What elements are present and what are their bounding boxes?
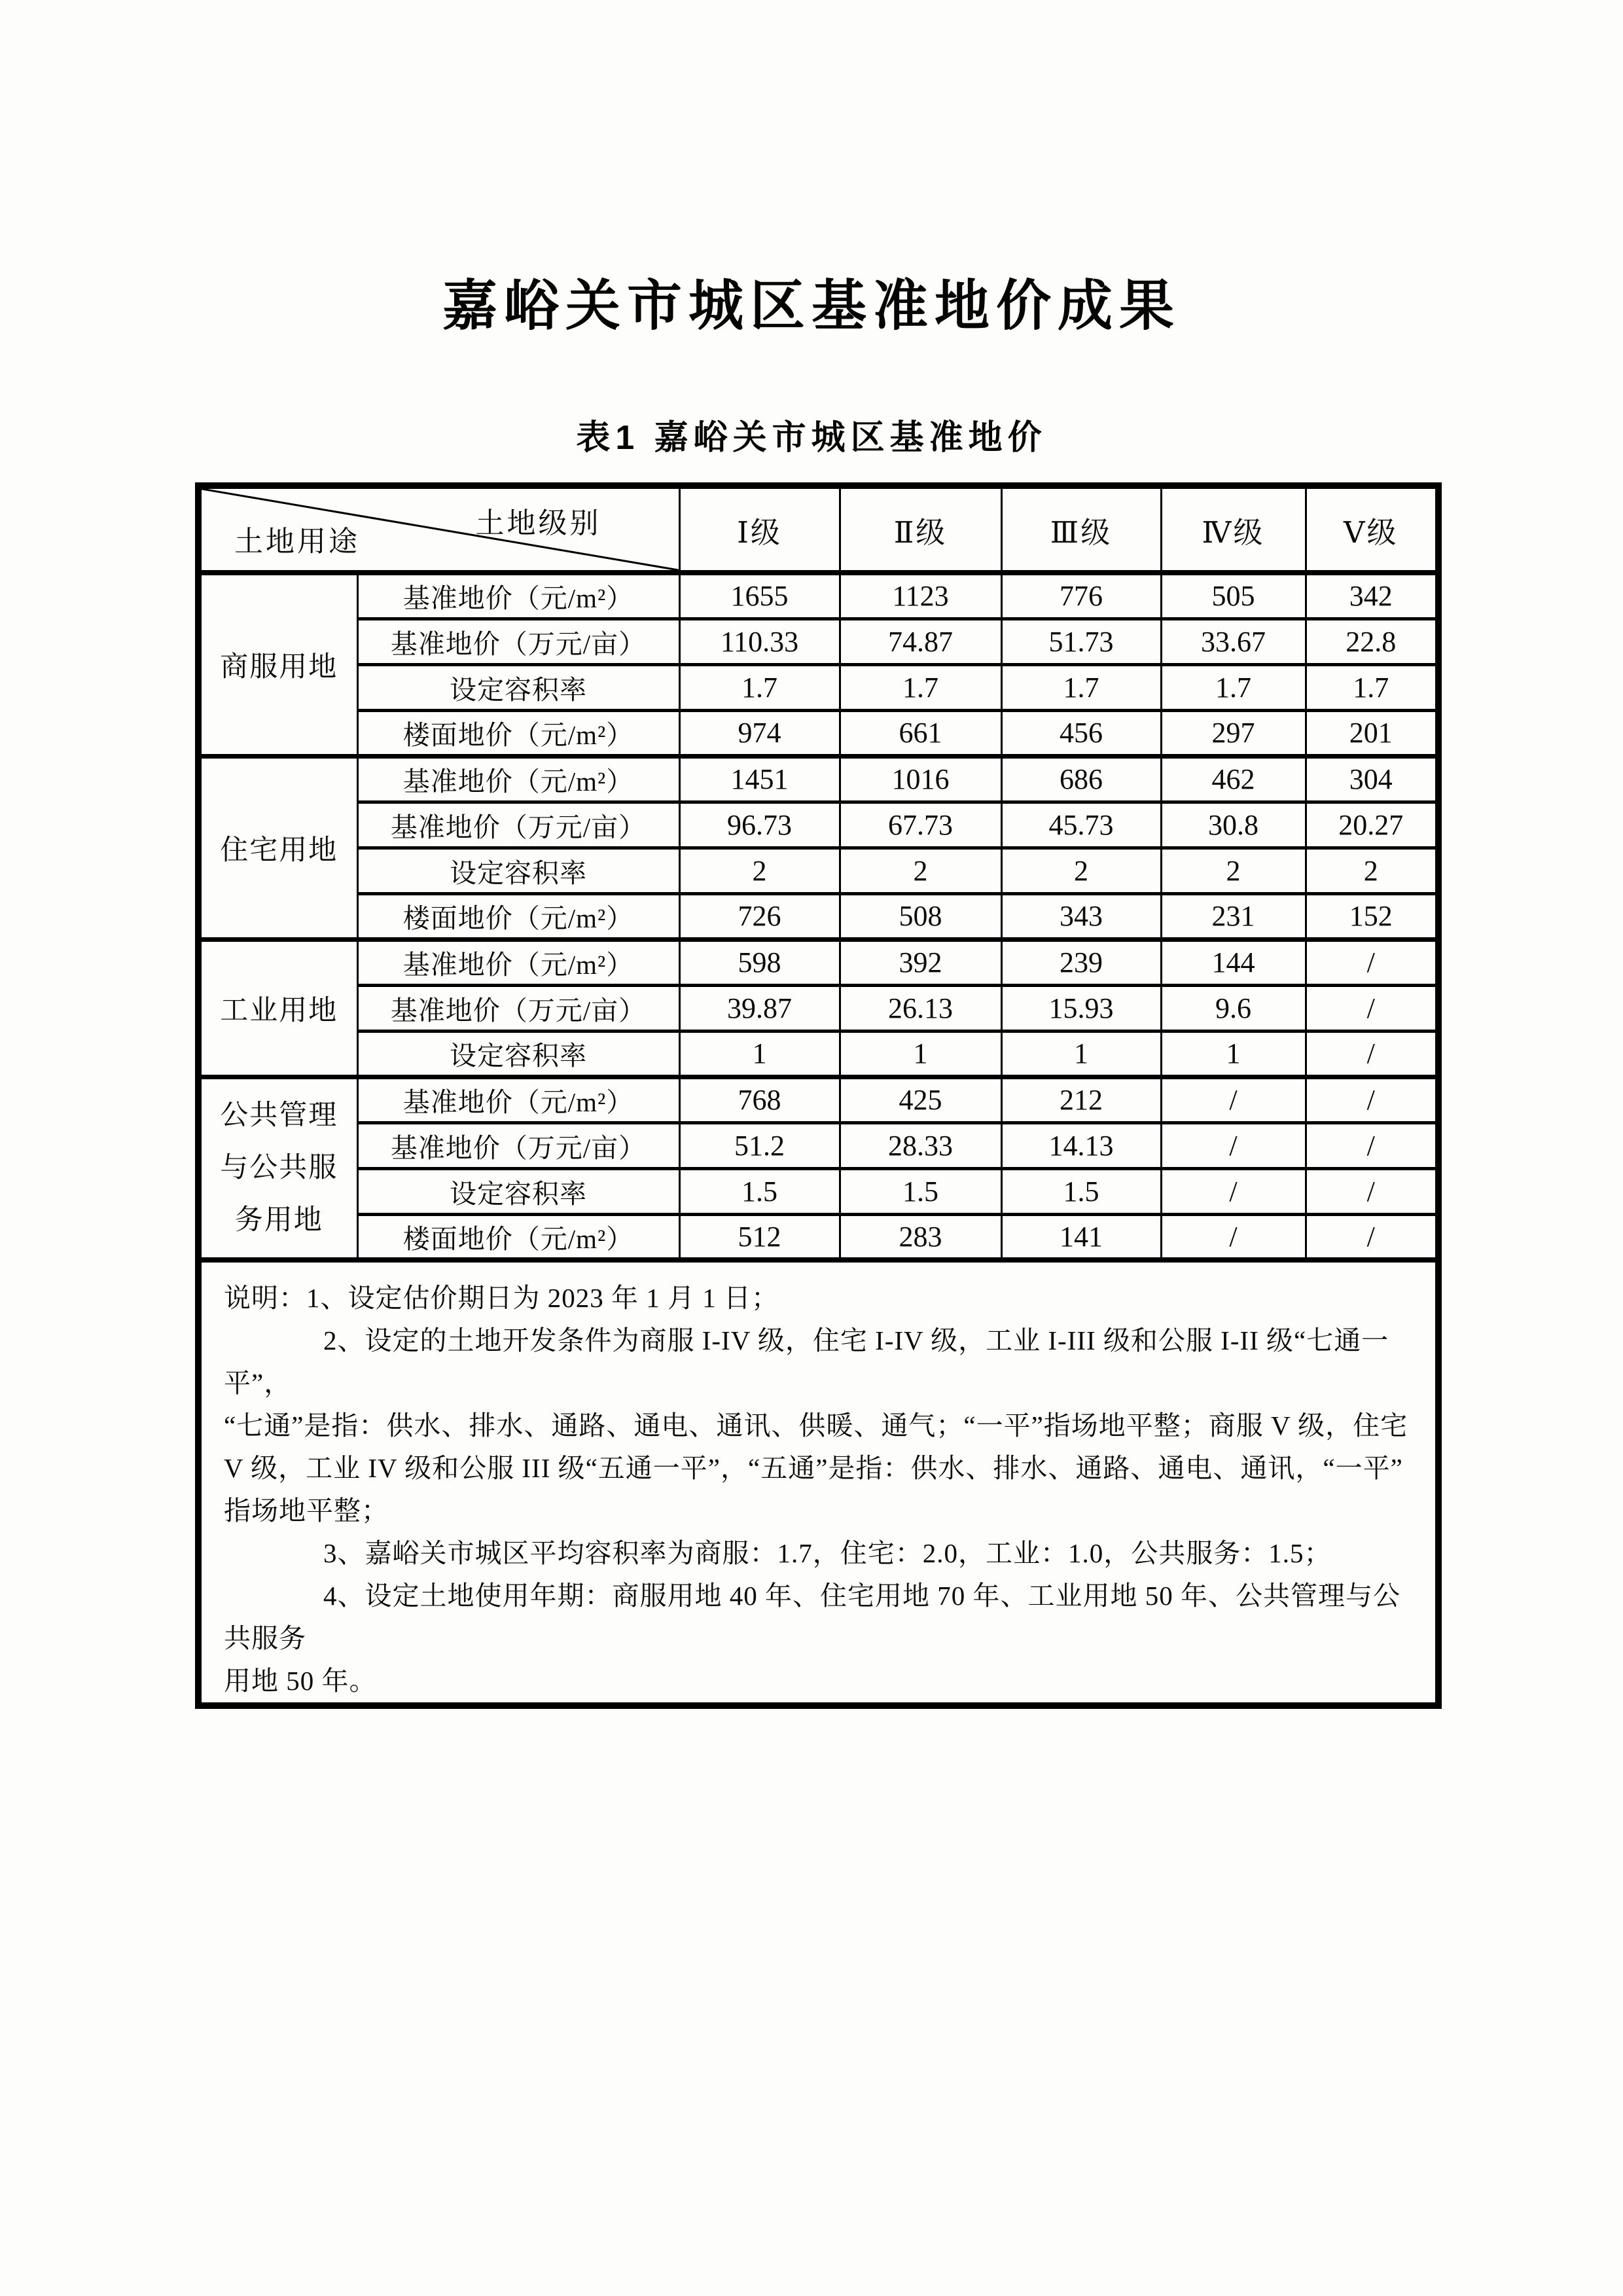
value-cell: / <box>1306 1122 1438 1168</box>
category-cell-residential <box>198 756 357 939</box>
grade-header-3: Ⅲ级 <box>1001 486 1161 573</box>
value-cell: / <box>1306 1077 1438 1122</box>
value-cell: 152 <box>1306 893 1438 939</box>
value-cell: 51.2 <box>679 1122 840 1168</box>
value-cell: 425 <box>840 1077 1001 1122</box>
row-label-cell: 基准地价（万元/亩） <box>357 1122 679 1168</box>
value-cell: 67.73 <box>840 802 1001 848</box>
value-cell: 776 <box>1001 573 1161 619</box>
value-cell: 686 <box>1001 756 1161 802</box>
row-label-cell: 基准地价（万元/亩） <box>357 619 679 664</box>
table-row <box>198 848 1438 893</box>
table-row <box>198 1168 1438 1214</box>
value-cell: 96.73 <box>679 802 840 848</box>
row-label-cell: 设定容积率 <box>357 1168 679 1214</box>
table-row <box>198 802 1438 848</box>
value-cell: 28.33 <box>840 1122 1001 1168</box>
value-cell: / <box>1306 985 1438 1031</box>
value-cell: 343 <box>1001 893 1161 939</box>
table-row <box>198 756 1438 802</box>
row-label-cell: 设定容积率 <box>357 664 679 710</box>
value-cell: 512 <box>679 1214 840 1260</box>
table-row <box>198 573 1438 619</box>
value-cell: 26.13 <box>840 985 1001 1031</box>
value-cell: 1 <box>679 1031 840 1077</box>
value-cell: 201 <box>1306 710 1438 756</box>
row-label-cell: 设定容积率 <box>357 848 679 893</box>
grade-header-1: Ⅰ级 <box>679 486 840 573</box>
notes-cell <box>198 1260 1438 1706</box>
value-cell: 726 <box>679 893 840 939</box>
note-line: “七通”是指：供水、排水、通路、通电、通讯、供暖、通气；“一平”指场地平整；商服 V 级，住宅 <box>224 1410 1408 1441</box>
value-cell: / <box>1161 1214 1306 1260</box>
value-cell: 2 <box>840 848 1001 893</box>
value-cell: 20.27 <box>1306 802 1438 848</box>
value-cell: 462 <box>1161 756 1306 802</box>
value-cell: 1.7 <box>840 664 1001 710</box>
value-cell: 231 <box>1161 893 1306 939</box>
notes-row <box>198 1260 1438 1706</box>
corner-label-land-use: 土地用途 <box>234 526 360 558</box>
grade-header-2: Ⅱ级 <box>840 486 1001 573</box>
table-row <box>198 710 1438 756</box>
value-cell: / <box>1306 1214 1438 1260</box>
value-cell: 1451 <box>679 756 840 802</box>
value-cell: / <box>1161 1077 1306 1122</box>
table-row <box>198 939 1438 985</box>
value-cell: 1123 <box>840 573 1001 619</box>
page-title: 嘉峪关市城区基准地价成果 <box>442 275 1181 336</box>
row-label-cell: 楼面地价（元/m²） <box>357 710 679 756</box>
category-cell-public-service <box>198 1077 357 1260</box>
row-label-cell: 设定容积率 <box>357 1031 679 1077</box>
value-cell: 2 <box>1001 848 1161 893</box>
value-cell: / <box>1161 1122 1306 1168</box>
row-label-cell: 基准地价（万元/亩） <box>357 802 679 848</box>
category-cell-commercial <box>198 573 357 756</box>
value-cell: 9.6 <box>1161 985 1306 1031</box>
value-cell: 1.7 <box>1306 664 1438 710</box>
value-cell: 141 <box>1001 1214 1161 1260</box>
table-row <box>198 619 1438 664</box>
table-row <box>198 1122 1438 1168</box>
row-label-cell: 楼面地价（元/m²） <box>357 1214 679 1260</box>
value-cell: 297 <box>1161 710 1306 756</box>
category-label: 公共管理与公共服务用地 <box>220 1100 338 1236</box>
benchmark-land-price-table <box>195 482 1442 1709</box>
value-cell: 974 <box>679 710 840 756</box>
table-caption: 表1 嘉峪关市城区基准地价 <box>576 419 1047 457</box>
value-cell: 212 <box>1001 1077 1161 1122</box>
row-label-cell: 基准地价（万元/亩） <box>357 985 679 1031</box>
category-label: 商服用地 <box>220 651 338 683</box>
value-cell: 1 <box>1001 1031 1161 1077</box>
note-line: 指场地平整； <box>224 1496 389 1526</box>
value-cell: 1655 <box>679 573 840 619</box>
value-cell: 283 <box>840 1214 1001 1260</box>
table-row <box>198 893 1438 939</box>
value-cell: 598 <box>679 939 840 985</box>
value-cell: / <box>1306 1031 1438 1077</box>
value-cell: 2 <box>679 848 840 893</box>
corner-header-cell <box>198 486 679 573</box>
table-row <box>198 1031 1438 1077</box>
note-line: 4、设定土地使用年期：商服用地 40 年、住宅用地 70 年、工业用地 50 年、公共管理与公共服务 <box>224 1581 1400 1653</box>
value-cell: 51.73 <box>1001 619 1161 664</box>
value-cell: 1.7 <box>679 664 840 710</box>
note-line: 用地 50 年。 <box>224 1666 377 1696</box>
note-line: 3、嘉峪关市城区平均容积率为商服：1.7，住宅：2.0，工业：1.0，公共服务：1.5； <box>323 1538 1332 1568</box>
value-cell: 74.87 <box>840 619 1001 664</box>
value-cell: / <box>1306 939 1438 985</box>
row-label-cell: 基准地价（元/m²） <box>357 756 679 802</box>
value-cell: 239 <box>1001 939 1161 985</box>
value-cell: 1 <box>840 1031 1001 1077</box>
value-cell: 14.13 <box>1001 1122 1161 1168</box>
value-cell: 1016 <box>840 756 1001 802</box>
value-cell: 144 <box>1161 939 1306 985</box>
row-label-cell: 楼面地价（元/m²） <box>357 893 679 939</box>
value-cell: 342 <box>1306 573 1438 619</box>
category-label: 住宅用地 <box>220 834 338 866</box>
header-row <box>198 486 1438 573</box>
value-cell: 505 <box>1161 573 1306 619</box>
grade-header-5: Ⅴ级 <box>1306 486 1438 573</box>
value-cell: 1.5 <box>1001 1168 1161 1214</box>
note-line: 说明：1、设定估价期日为 2023 年 1 月 1 日； <box>224 1283 779 1313</box>
value-cell: 508 <box>840 893 1001 939</box>
grade-header-4: Ⅳ级 <box>1161 486 1306 573</box>
value-cell: 39.87 <box>679 985 840 1031</box>
value-cell: 2 <box>1161 848 1306 893</box>
value-cell: / <box>1161 1168 1306 1214</box>
corner-label-land-grade: 土地级别 <box>475 507 601 539</box>
value-cell: 1.7 <box>1161 664 1306 710</box>
value-cell: 392 <box>840 939 1001 985</box>
value-cell: 2 <box>1306 848 1438 893</box>
value-cell: 304 <box>1306 756 1438 802</box>
value-cell: 1.5 <box>840 1168 1001 1214</box>
value-cell: 1.7 <box>1001 664 1161 710</box>
value-cell: 1 <box>1161 1031 1306 1077</box>
table-row <box>198 985 1438 1031</box>
value-cell: 661 <box>840 710 1001 756</box>
value-cell: 15.93 <box>1001 985 1161 1031</box>
category-label: 工业用地 <box>220 995 338 1026</box>
row-label-cell: 基准地价（元/m²） <box>357 573 679 619</box>
value-cell: 22.8 <box>1306 619 1438 664</box>
value-cell: 1.5 <box>679 1168 840 1214</box>
value-cell: 768 <box>679 1077 840 1122</box>
table-row <box>198 664 1438 710</box>
note-line: V 级，工业 IV 级和公服 III 级“五通一平”，“五通”是指：供水、排水、通路、通电、通讯，“一平” <box>224 1453 1403 1483</box>
value-cell: 45.73 <box>1001 802 1161 848</box>
value-cell: 456 <box>1001 710 1161 756</box>
row-label-cell: 基准地价（元/m²） <box>357 1077 679 1122</box>
value-cell: 30.8 <box>1161 802 1306 848</box>
value-cell: 33.67 <box>1161 619 1306 664</box>
value-cell: 110.33 <box>679 619 840 664</box>
row-label-cell: 基准地价（元/m²） <box>357 939 679 985</box>
value-cell: / <box>1306 1168 1438 1214</box>
table-row <box>198 1214 1438 1260</box>
category-cell-industrial <box>198 939 357 1077</box>
table-row <box>198 1077 1438 1122</box>
note-line: 2、设定的土地开发条件为商服 I-IV 级，住宅 I-IV 级，工业 I-III 级和公服 I-II 级“七通一平”， <box>224 1325 1389 1398</box>
